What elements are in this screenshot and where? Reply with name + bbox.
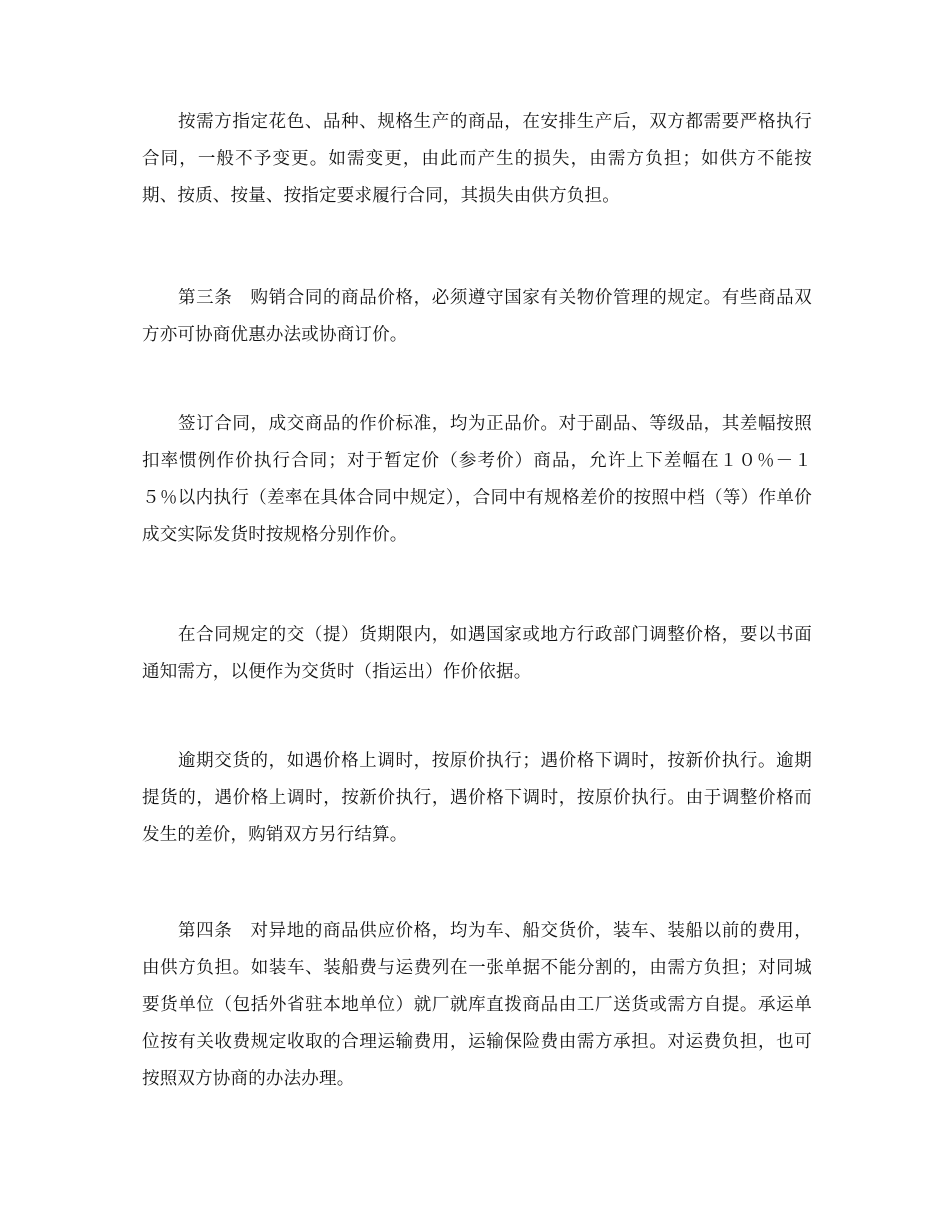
paragraph-price-adjustment-notice: 在合同规定的交（提）货期限内，如遇国家或地方行政部门调整价格，要以书面通知需方，以便作为交货时（指运出）作价依据。 (142, 625, 812, 682)
paragraph-custom-goods-changes: 按需方指定花色、品种、规格生产的商品，在安排生产后，双方都需要严格执行合同，一般不予变更。如需变更，由此而产生的损失，由需方负担；如供方不能按期、按质、按量、按指定要求履行合同，其损失由供方负担。 (142, 112, 812, 206)
paragraph-article-four-transport: 第四条 对异地的商品供应价格，均为车、船交货价，装车、装船以前的费用，由供方负担。如装车、装船费与运费列在一张单据不能分割的，由需方负担；对同城要货单位（包括外省驻本地单位）就厂就库直拨商品由工厂送货或需方自提。承运单位按有关收费规定收取的合理运输费用，运输保险费由需方承担。对运费负担，也可按照双方协商的办法办理。 (142, 921, 812, 1089)
paragraph-pricing-standard: 签订合同，成交商品的作价标准，均为正品价。对于副品、等级品，其差幅按照扣率惯例作价执行合同；对于暂定价（参考价）商品，允许上下差幅在１０％－１５％以内执行（差率在具体合同中规定），合同中有规格差价的按照中档（等）作单价成交实际发货时按规格分别作价。 (142, 414, 812, 545)
paragraph-overdue-delivery: 逾期交货的，如遇价格上调时，按原价执行；遇价格下调时，按新价执行。逾期提货的，遇价格上调时，按新价执行，遇价格下调时，按原价执行。由于调整价格而发生的差价，购销双方另行结算。 (142, 751, 812, 845)
paragraph-article-three-pricing: 第三条 购销合同的商品价格，必须遵守国家有关物价管理的规定。有些商品双方亦可协商优惠办法或协商订价。 (142, 288, 812, 345)
